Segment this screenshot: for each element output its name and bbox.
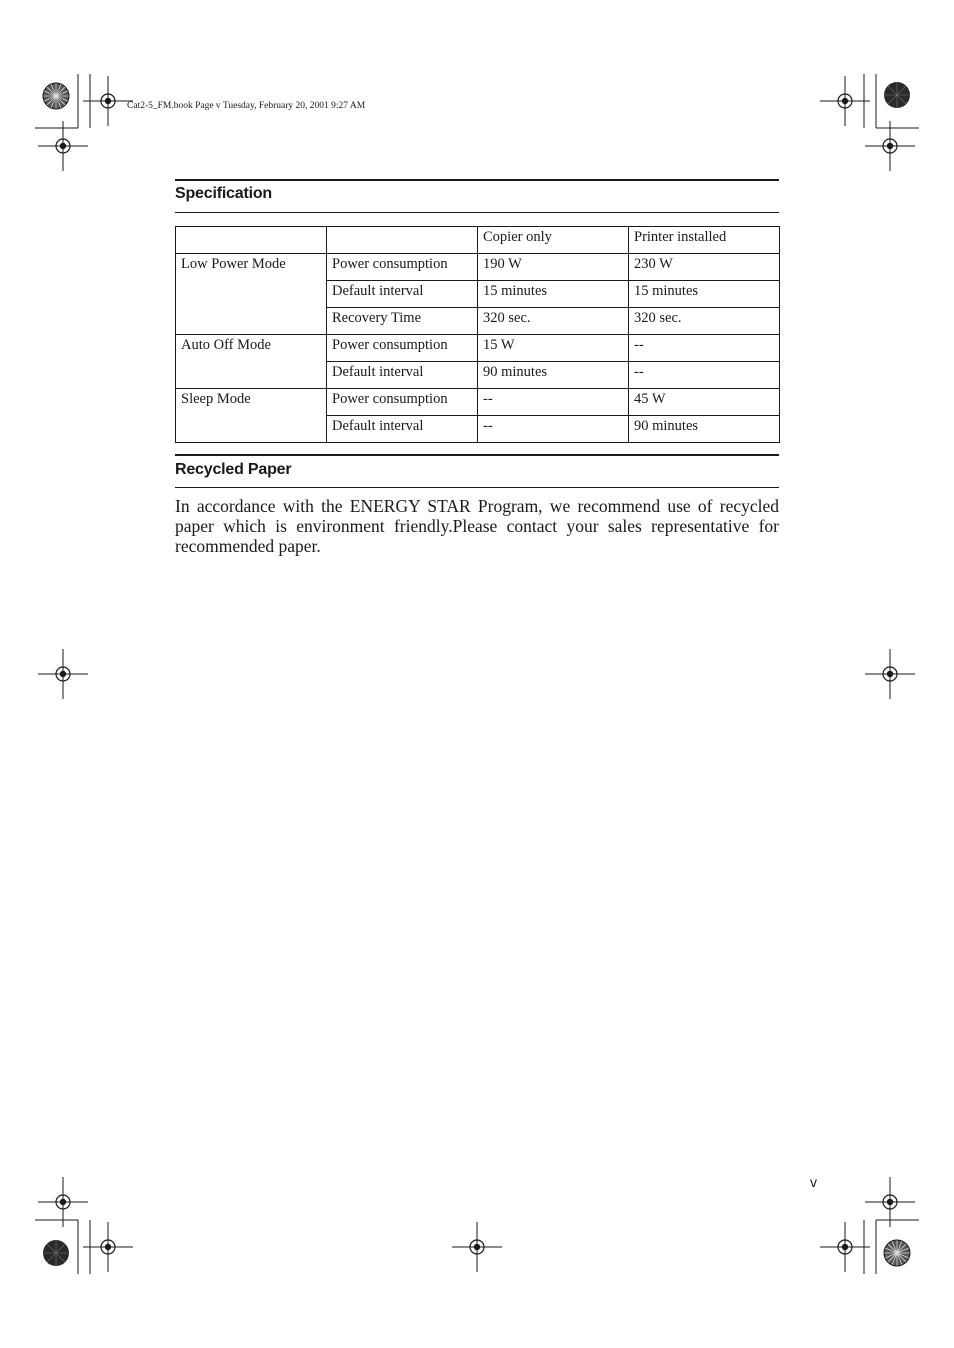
copier-cell: -- <box>478 389 629 416</box>
copier-cell: 15 minutes <box>478 281 629 308</box>
item-cell: Recovery Time <box>327 308 478 335</box>
printer-cell: 90 minutes <box>629 416 780 443</box>
item-cell: Power consumption <box>327 254 478 281</box>
printer-cell: -- <box>629 362 780 389</box>
item-cell: Power consumption <box>327 389 478 416</box>
copier-cell: -- <box>478 416 629 443</box>
mode-cell: Sleep Mode <box>176 389 327 443</box>
copier-cell: 320 sec. <box>478 308 629 335</box>
section-bottom-rule <box>175 487 779 488</box>
book-file-header: Cat2-5_FM.book Page v Tuesday, February 20, 2001 9:27 AM <box>127 101 366 111</box>
table-header-cell <box>176 227 327 254</box>
table-row <box>176 254 780 281</box>
section-top-rule <box>175 179 779 181</box>
recycled-paper-paragraph: In accordance with the ENERGY STAR Program, we recommend use of recycled paper which is environment friendly.Please contact your sales representative for recommended paper. <box>175 496 779 556</box>
specification-table <box>175 226 780 443</box>
item-cell: Default interval <box>327 281 478 308</box>
section-top-rule <box>175 454 779 456</box>
copier-cell: 90 minutes <box>478 362 629 389</box>
copier-cell: 15 W <box>478 335 629 362</box>
table-row <box>176 335 780 362</box>
printer-cell: 15 minutes <box>629 281 780 308</box>
printer-cell: 45 W <box>629 389 780 416</box>
printer-cell: 230 W <box>629 254 780 281</box>
table-header-cell: Printer installed <box>629 227 780 254</box>
table-row <box>176 389 780 416</box>
section-bottom-rule <box>175 212 779 213</box>
table-header-row <box>176 227 780 254</box>
specification-heading: Specification <box>175 185 272 202</box>
table-header-cell <box>327 227 478 254</box>
page-number: v <box>810 1174 817 1190</box>
copier-cell: 190 W <box>478 254 629 281</box>
table-header-cell: Copier only <box>478 227 629 254</box>
item-cell: Power consumption <box>327 335 478 362</box>
printer-cell: -- <box>629 335 780 362</box>
mode-cell: Auto Off Mode <box>176 335 327 389</box>
recycled-paper-heading: Recycled Paper <box>175 461 292 478</box>
mode-cell: Low Power Mode <box>176 254 327 335</box>
item-cell: Default interval <box>327 362 478 389</box>
printer-cell: 320 sec. <box>629 308 780 335</box>
item-cell: Default interval <box>327 416 478 443</box>
